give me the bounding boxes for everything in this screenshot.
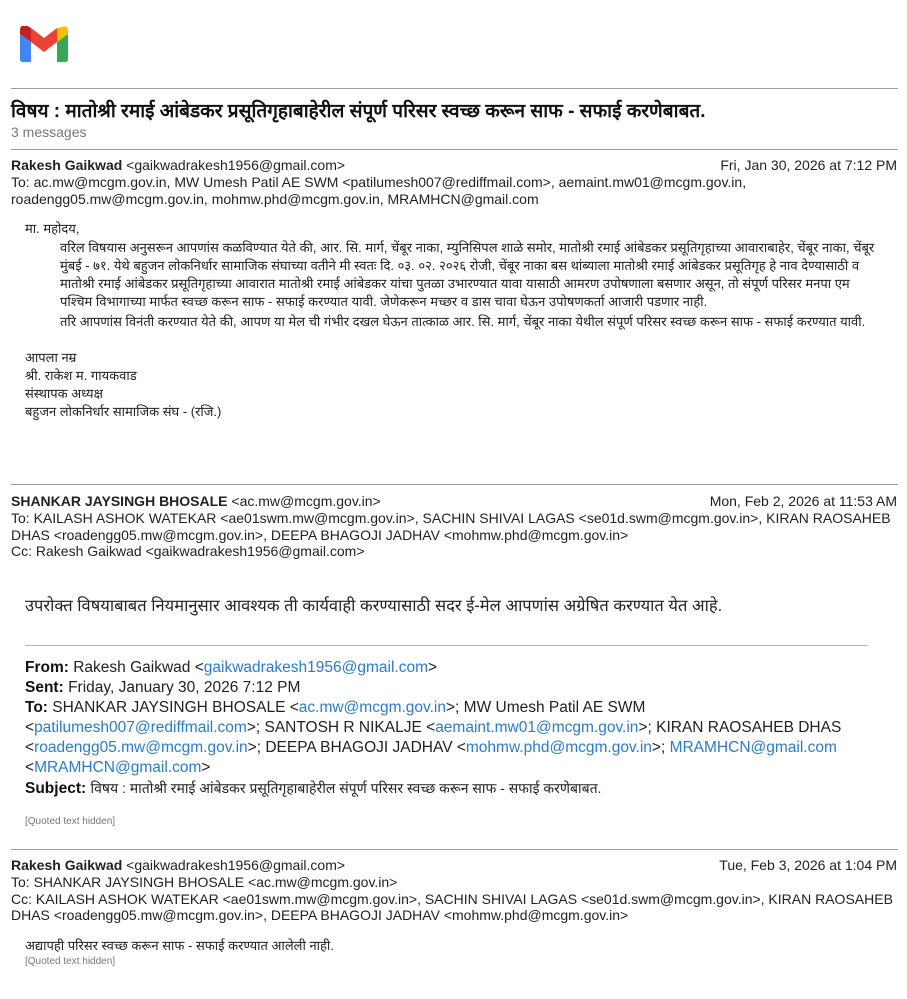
message-header	[11, 493, 897, 510]
message-count: 3 messages	[11, 124, 87, 140]
message-date: Fri, Jan 30, 2026 at 7:12 PM	[720, 157, 897, 173]
divider	[11, 149, 898, 150]
recipients-to: To: ac.mw@mcgm.gov.in, MW Umesh Patil AE SWM <patilumesh007@rediffmail.com>, aemaint.mw01@mcgm.gov.in,	[11, 174, 747, 190]
signature-line: आपला नम्र	[25, 350, 77, 365]
sender-email: <ac.mw@mcgm.gov.in>	[231, 493, 381, 509]
quoted-sent: Sent: Friday, January 30, 2026 7:12 PM	[25, 679, 301, 696]
message-body	[25, 220, 885, 421]
sender-email: <gaikwadrakesh1956@gmail.com>	[126, 157, 346, 173]
paragraph: वरिल विषयास अनुसरून आपणांस कळविण्यात येते की, आर. सि. मार्ग, चेंबूर नाका, म्युनिसिपल शाळे समोर, मातोश्री रमाई आंबेडकर प्रसूतिगृहाच्या आवाराबाहेर, चेंबूर नाका, चेंबूर मुंबई - ७१. येथे बहुजन लोकनिर्धार सामाजिक संघाच्या वतीने मी स्वतः दि. ०३. ०२. २०२६ रोजी, चेंबूर नाका बस थांब्याला मातोश्री रमाई आंबेडकर प्रसूतिगृह हे नाव देण्यासाठी व मातोश्री रमाई आंबेडकर प्रसूतिगृहाच्या आवारात मातोश्री रमाई आंबेडकर यांचा पुतळा उभारण्यात यावा यासाठी आमरण उपोषणाला बसणार असून, तो संपूर्ण परिसर मनपा एम पश्चिम विभागाच्या मार्फत स्वच्छ करून साफ - सफाई करण्यात यावी. जेणेकरून मच्छर व डास चावा घेऊन उपोषणकर्ता आजारी पडणार नाही.	[60, 240, 875, 309]
recipients-to: To: SHANKAR JAYSINGH BHOSALE <ac.mw@mcgm.gov.in>	[11, 874, 398, 890]
quoted-from: From: Rakesh Gaikwad <gaikwadrakesh1956@gmail.com>	[25, 659, 438, 676]
quoted-subject: Subject: विषय : मातोश्री रमाई आंबेडकर प्रसूतिगृहाबाहेरील संपूर्ण परिसर स्वच्छ करून साफ - सफाई करणेबाबत.	[25, 780, 602, 797]
salutation: मा. महोदय,	[25, 221, 80, 236]
recipients-cc-cont: DHAS <roadengg05.mw@mcgm.gov.in>, DEEPA BHAGOJI JADHAV <mohmw.phd@mcgm.gov.in>	[11, 907, 629, 923]
message-date: Mon, Feb 2, 2026 at 11:53 AM	[709, 493, 897, 509]
recipients-cc: Cc: KAILASH ASHOK WATEKAR <ae01swm.mw@mcgm.gov.in>, SACHIN SHIVAI LAGAS <se01d.swm@mcgm.gov.in>, KIRAN RAOSAHEB	[11, 891, 893, 907]
divider	[11, 849, 898, 850]
divider	[11, 484, 898, 485]
top-divider	[11, 88, 898, 89]
quoted-to-cont: <MRAMHCN@gmail.com>	[25, 759, 211, 776]
email-link[interactable]: patilumesh007@rediffmail.com	[34, 719, 247, 736]
email-link[interactable]: ac.mw@mcgm.gov.in	[298, 699, 446, 716]
message-body: अद्यापही परिसर स्वच्छ करून साफ - सफाई करण्यात आलेली नाही.	[25, 938, 334, 953]
message-date: Tue, Feb 3, 2026 at 1:04 PM	[719, 857, 897, 873]
sender-name: Rakesh Gaikwad	[11, 157, 123, 173]
email-link[interactable]: gaikwadrakesh1956@gmail.com	[203, 659, 429, 676]
email-link[interactable]: MRAMHCN@gmail.com	[669, 739, 837, 756]
email-link[interactable]: mohmw.phd@mcgm.gov.in	[465, 739, 652, 756]
email-link[interactable]: roadengg05.mw@mcgm.gov.in	[34, 739, 248, 756]
recipients-to-cont: DHAS <roadengg05.mw@mcgm.gov.in>, DEEPA BHAGOJI JADHAV <mohmw.phd@mcgm.gov.in>	[11, 527, 629, 543]
sender-name: Rakesh Gaikwad	[11, 857, 123, 873]
gmail-logo-icon	[20, 26, 68, 62]
message-body: उपरोक्त विषयाबाबत नियमानुसार आवश्यक ती कार्यवाही करण्यासाठी सदर ई-मेल आपणांस अग्रेषित करण्यात येत आहे.	[25, 597, 723, 615]
recipients-to-cont: roadengg05.mw@mcgm.gov.in, mohmw.phd@mcgm.gov.in, MRAMHCN@gmail.com	[11, 191, 539, 207]
signature-line: बहुजन लोकनिर्धार सामाजिक संघ - (रजि.)	[25, 404, 222, 419]
quote-divider	[25, 645, 868, 646]
quoted-to-cont: <patilumesh007@rediffmail.com>; SANTOSH R NIKALJE <aemaint.mw01@mcgm.gov.in>; KIRAN RAOSAHEB DHAS	[25, 719, 842, 736]
quoted-text-hidden[interactable]: [Quoted text hidden]	[25, 956, 116, 967]
quoted-text-hidden[interactable]: [Quoted text hidden]	[25, 816, 116, 827]
email-link[interactable]: aemaint.mw01@mcgm.gov.in	[435, 719, 639, 736]
sender-name: SHANKAR JAYSINGH BHOSALE	[11, 493, 228, 509]
recipients-cc: Cc: Rakesh Gaikwad <gaikwadrakesh1956@gmail.com>	[11, 543, 365, 559]
quoted-to-cont: <roadengg05.mw@mcgm.gov.in>; DEEPA BHAGOJI JADHAV <mohmw.phd@mcgm.gov.in>; MRAMHCN@gmail.com	[25, 739, 837, 756]
quoted-to: To: SHANKAR JAYSINGH BHOSALE <ac.mw@mcgm.gov.in>; MW Umesh Patil AE SWM	[25, 699, 646, 716]
message-header	[11, 157, 897, 174]
email-link[interactable]: MRAMHCN@gmail.com	[34, 759, 202, 776]
thread-subject: विषय : मातोश्री रमाई आंबेडकर प्रसूतिगृहाबाहेरील संपूर्ण परिसर स्वच्छ करून साफ - सफाई करणेबाबत.	[11, 101, 706, 122]
paragraph: तरि आपणांस विनंती करण्यात येते की, आपण या मेल ची गंभीर दखल घेऊन तात्काळ आर. सि. मार्ग, चेंबूर नाका येथील संपूर्ण परिसर स्वच्छ करून साफ - सफाई करण्यात यावी.	[60, 314, 866, 329]
signature-line: श्री. राकेश म. गायकवाड	[25, 368, 137, 383]
message-header	[11, 857, 897, 874]
signature-line: संस्थापक अध्यक्ष	[25, 386, 103, 401]
recipients-to: To: KAILASH ASHOK WATEKAR <ae01swm.mw@mcgm.gov.in>, SACHIN SHIVAI LAGAS <se01d.swm@mcgm.gov.in>, KIRAN RAOSAHEB	[11, 510, 891, 526]
sender-email: <gaikwadrakesh1956@gmail.com>	[126, 857, 346, 873]
